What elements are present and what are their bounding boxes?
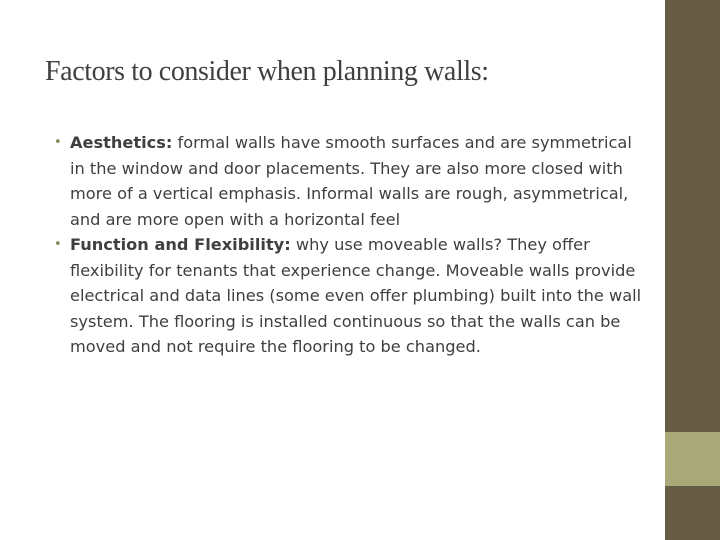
bullet-term: Function and Flexibility: xyxy=(70,235,291,254)
sidebar-accent-top xyxy=(665,0,720,432)
bullet-text: formal walls have smooth surfaces and are symmetrical in the window and door placements. They are also more closed with more of a vertical emphasis. Informal walls are rough, asymmetrical, and are more open with a horizontal feel xyxy=(70,133,632,229)
sidebar-accent-middle xyxy=(665,432,720,486)
bullet-dot-icon: • xyxy=(54,135,62,150)
bullet-list xyxy=(54,130,644,360)
bullet-dot-icon: • xyxy=(54,237,62,252)
bullet-text: why use moveable walls? They offer flexibility for tenants that experience change. Moveable walls provide electrical and data lines (some even offer plumbing) built into the wall system. The flooring is installed continuous so that the walls can be moved and not require the flooring to be changed. xyxy=(70,235,642,356)
bullet-term: Aesthetics: xyxy=(70,133,173,152)
slide-title: Factors to consider when planning walls: xyxy=(45,56,489,87)
bullet-item-aesthetics xyxy=(54,130,644,232)
sidebar-accent-bottom xyxy=(665,486,720,540)
bullet-item-function-flexibility xyxy=(54,232,644,360)
